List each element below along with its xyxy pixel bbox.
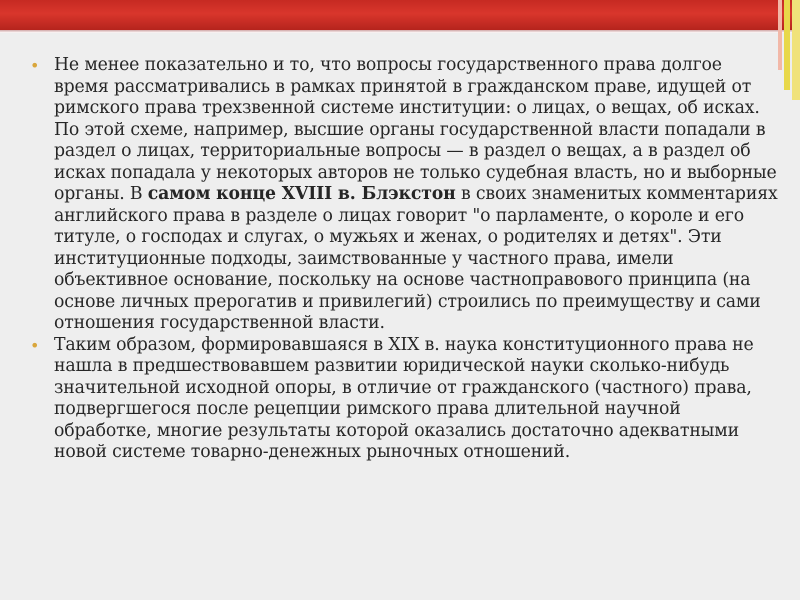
bullet-icon: • <box>30 335 40 355</box>
corner-stripe <box>784 0 790 90</box>
corner-stripe <box>778 0 782 70</box>
paragraph-text: Не менее показательно и то, что вопросы государственного права долгое время рассматривались в рамках принятой в гражданском праве, идущей от римского права трехзвенной системе институции: о лицах, о вещах, об исках. По этой схеме, например, высшие органы государственной власти попадали в раздел о лицах, территориальные вопросы — в раздел о вещах, а в раздел об исках попадала у некоторых авторов не только судебная власть, но и выборные органы. В <box>54 55 777 204</box>
bullet-icon: • <box>30 56 40 75</box>
header-band <box>0 0 800 30</box>
paragraph-text: Таким образом, формировавшаяся в XIX в. наука конституционного права не нашла в предшествовавшем развитии юридической науки сколько-нибудь значительной исходной опоры, в отличие от гражданского (частного) права, подвергшегося после рецепции римского права длительной научной обработке, многие результаты которой оказались достаточно адекватными новой системе товарно-денежных рыночных отношений. <box>54 334 754 462</box>
bullet-paragraph-2 <box>30 335 778 464</box>
corner-stripe <box>792 0 800 100</box>
paragraph-text: в своих знаменитых комментариях английского права в разделе о лицах говорит "о парламенте, о короле и его титуле, о господах и слугах, о мужьях и женах, о родителях и детях". Эти институционные подходы, заимствованные у частного права, имели объективное основание, поскольку на основе частноправового принципа (на основе личных прерогатив и привилегий) строились по преимуществу и сами отношения государственной власти. <box>54 184 778 333</box>
bullet-paragraph-1 <box>30 55 778 335</box>
bold-phrase: самом конце XVIII в. Блэкстон <box>147 184 456 204</box>
slide-content <box>30 55 778 464</box>
